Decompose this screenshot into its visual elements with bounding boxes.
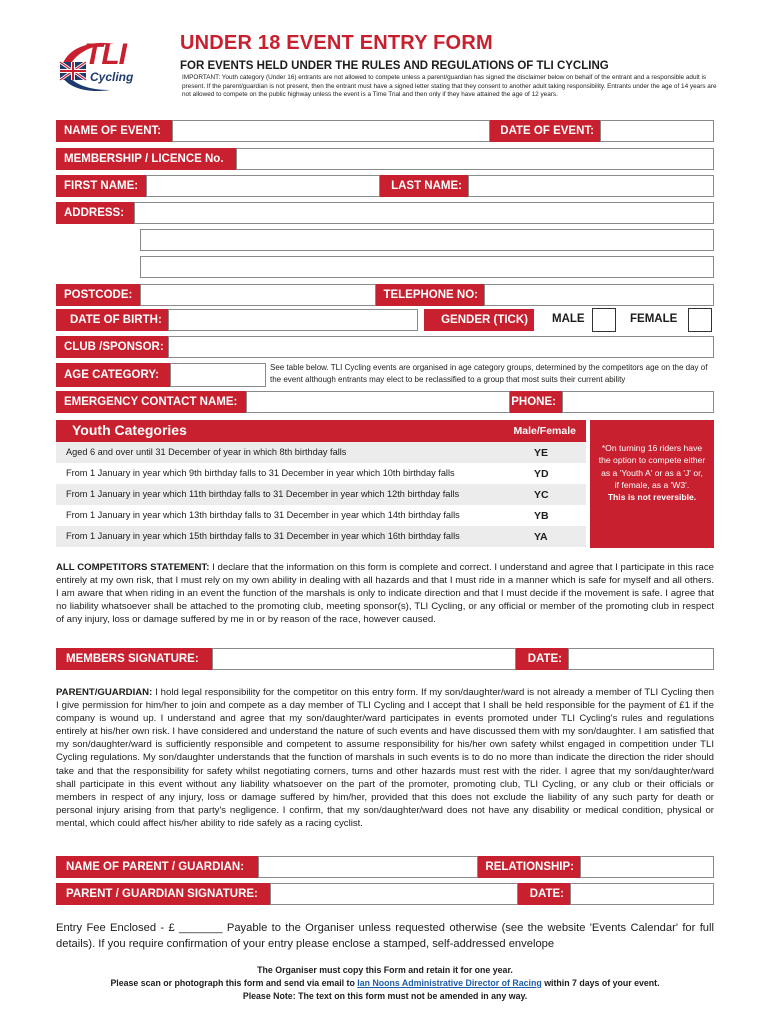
side-note-text: *On turning 16 riders have the option to compete either as a 'Youth A' or as a 'J' or, if female, as a 'W3'. <box>598 443 706 490</box>
table-row <box>56 463 586 484</box>
guardian-signature-label: PARENT / GUARDIAN SIGNATURE: <box>56 883 270 905</box>
row-code: YA <box>534 531 548 543</box>
members-date-label: DATE: <box>516 648 568 670</box>
postcode-label: POSTCODE: <box>56 284 140 306</box>
footer-line-3: Please Note: The text on this form must not be amended in any way. <box>242 991 528 1001</box>
form-title: UNDER 18 EVENT ENTRY FORM <box>180 32 493 54</box>
telephone-label: TELEPHONE NO: <box>376 284 484 306</box>
statement-text: I declare that the information on this form is complete and correct. I understand and agree that I participate in this race entirely at my own risk, that I must rely on my own ability in dealing with all hazards and that I must ride in a manner which is safe for myself and all others. I am aware that when riding in an event the function of the marshals is only to indicate direction and that I must decide if the movement is safe. I agree that no liability whatsoever shall be attached to the promoting club, meeting sponsor(s), TLI Cycling, or any official or member of the promoting club in respect of any injury, loss or damage suffered by me in or by reason of the race, however caused. <box>56 562 714 626</box>
guardian-date-input[interactable] <box>570 883 714 905</box>
footer-line-2 <box>0 977 770 990</box>
gender-label: GENDER (TICK) <box>424 309 534 331</box>
club-input[interactable] <box>168 336 714 358</box>
row-desc: From 1 January in year which 9th birthday falls to 31 December in year which 10th birthday falls <box>66 468 455 478</box>
phone-input[interactable] <box>562 391 714 413</box>
side-note-bold: This is not reversible. <box>607 492 697 503</box>
dob-input[interactable] <box>168 309 418 331</box>
youth-header <box>56 420 586 442</box>
address-input-1[interactable] <box>134 202 714 224</box>
row-code: YC <box>534 489 549 501</box>
first-name-input[interactable] <box>146 175 380 197</box>
age-category-note: See table below. TLI Cycling events are organised in age category groups, determined by the competitors age on the day of the event although entrants may elect to be reclassified to a group that most suits their current ability <box>270 363 708 384</box>
youth-heading: Youth Categories <box>72 422 187 438</box>
guardian-text: I hold legal responsibility for the competitor on this entry form. If my son/daughter/ward is not already a member of TLI Cycling then I give permission for him/her to join and compete as a day member of TLI Cycling and I accept that I shall be held responsible for the payment of £1 if the company is wound up. I understand and agree that my son/daughter/ward participates in events promoted under TLI Cycling's rules and regulations entirely at his/her own risk. I have considered and understand the nature of such events and have discussed them with my son/daughter. I am satisfied that my son/daughter/ward is sufficiently responsible and competent to assume responsibility for his/her own safety whilst engaged in competition under TLI Cycling regulations. My son/daughter understands that the function of marshals in such events is to do no more than indicate the direction the rider should take and that the responsibility for safety whilst negotiating corners, turns and other hazards must rest with the rider. I agree that my son/daughter/ward shall participate in this event without any liability whatsoever on the part of the promoter, promoting club, TLI Cycling, or any club or their officials or members in respect of any injury, loss or damage suffered by him/her, provided that this does not exclude the liability of any such party for death or personal injury arising from that party's negligence. I confirm, that my son/daughter/ward does not have any disability or medical condition, physical or mental, which could affect his/her ability to ride safely as a racing cyclist. <box>56 687 714 829</box>
email-link[interactable]: Ian Noons Administrative Director of Racing <box>357 978 542 988</box>
footer-line-1: The Organiser must copy this Form and retain it for one year. <box>257 965 513 975</box>
male-checkbox[interactable] <box>592 308 616 332</box>
last-name-input[interactable] <box>468 175 714 197</box>
row-code: YB <box>534 510 549 522</box>
members-signature-input[interactable] <box>212 648 516 670</box>
membership-label: MEMBERSHIP / LICENCE No. <box>56 148 236 170</box>
row-code: YD <box>534 468 549 480</box>
event-date-input[interactable] <box>600 120 714 142</box>
last-name-label: LAST NAME: <box>380 175 468 197</box>
entry-fee-text: Entry Fee Enclosed - £ _______ Payable to the Organiser unless requested otherwise (see the website 'Events Calendar' for full details). If you require confirmation of your entry please enclose a stamped, self-addressed envelope <box>56 922 714 950</box>
youth-col-header: Male/Female <box>513 425 576 437</box>
footer-line-2-post: within 7 days of your event. <box>541 978 660 988</box>
guardian-date-label: DATE: <box>518 883 570 905</box>
table-row <box>56 442 586 463</box>
competitor-statement <box>56 561 714 626</box>
first-name-label: FIRST NAME: <box>56 175 146 197</box>
emergency-contact-input[interactable] <box>246 391 510 413</box>
dob-label: DATE OF BIRTH: <box>56 309 168 331</box>
event-name-input[interactable] <box>172 120 490 142</box>
age-category-input[interactable] <box>170 363 266 387</box>
row-code: YE <box>534 447 549 459</box>
gender-group <box>534 309 716 331</box>
membership-input[interactable] <box>236 148 714 170</box>
tli-logo <box>54 36 164 96</box>
club-label: CLUB /SPONSOR: <box>56 336 168 358</box>
age-category-label: AGE CATEGORY: <box>56 363 170 387</box>
table-row <box>56 484 586 505</box>
important-notice: IMPORTANT: Youth category (Under 16) entrants are not allowed to compete unless a parent/guardian has signed the disclaimer below on behalf of the entrant and a responsible adult is present. If the parent/guardian is not present, then the entrant must have a signed letter stating that they consent to another adult taking responsibility. Entrants under the age of 14 years are not allowed to compete on the public highway unless the event is a Time Trial and then only if they have attained the age of 12 years. <box>182 74 717 99</box>
address-input-2[interactable] <box>140 229 714 251</box>
statement-lead: ALL COMPETITORS STATEMENT: <box>56 562 210 573</box>
guardian-signature-input[interactable] <box>270 883 518 905</box>
relationship-label: RELATIONSHIP: <box>478 856 580 878</box>
event-name-label: NAME OF EVENT: <box>56 120 172 142</box>
table-row <box>56 526 586 547</box>
male-label: MALE <box>552 313 585 325</box>
postcode-input[interactable] <box>140 284 376 306</box>
logo-text: TLI <box>84 38 126 71</box>
guardian-name-input[interactable] <box>258 856 478 878</box>
phone-label: PHONE: <box>510 391 562 413</box>
relationship-input[interactable] <box>580 856 714 878</box>
female-label: FEMALE <box>630 313 678 325</box>
members-signature-label: MEMBERS SIGNATURE: <box>56 648 212 670</box>
telephone-input[interactable] <box>484 284 714 306</box>
female-checkbox[interactable] <box>688 308 712 332</box>
address-input-3[interactable] <box>140 256 714 278</box>
row-desc: From 1 January in year which 11th birthday falls to 31 December in year which 12th birthday falls <box>66 489 460 499</box>
guardian-name-label: NAME OF PARENT / GUARDIAN: <box>56 856 258 878</box>
row-desc: From 1 January in year which 15th birthday falls to 31 December in year which 16th birthday falls <box>66 531 460 541</box>
youth-side-note <box>590 420 714 548</box>
guardian-lead: PARENT/GUARDIAN: <box>56 687 153 698</box>
footer-line-2-pre: Please scan or photograph this form and send via email to <box>110 978 358 988</box>
logo-subtext: Cycling <box>90 70 134 84</box>
row-desc: From 1 January in year which 13th birthday falls to 31 December in year which 14th birthday falls <box>66 510 460 520</box>
table-row <box>56 505 586 526</box>
members-date-input[interactable] <box>568 648 714 670</box>
address-label: ADDRESS: <box>56 202 134 224</box>
row-desc: Aged 6 and over until 31 December of year in which 8th birthday falls <box>66 447 347 457</box>
guardian-statement <box>56 686 714 830</box>
event-date-label: DATE OF EVENT: <box>490 120 600 142</box>
emergency-contact-label: EMERGENCY CONTACT NAME: <box>56 391 246 413</box>
form-subtitle: FOR EVENTS HELD UNDER THE RULES AND REGULATIONS OF TLI CYCLING <box>180 60 609 72</box>
